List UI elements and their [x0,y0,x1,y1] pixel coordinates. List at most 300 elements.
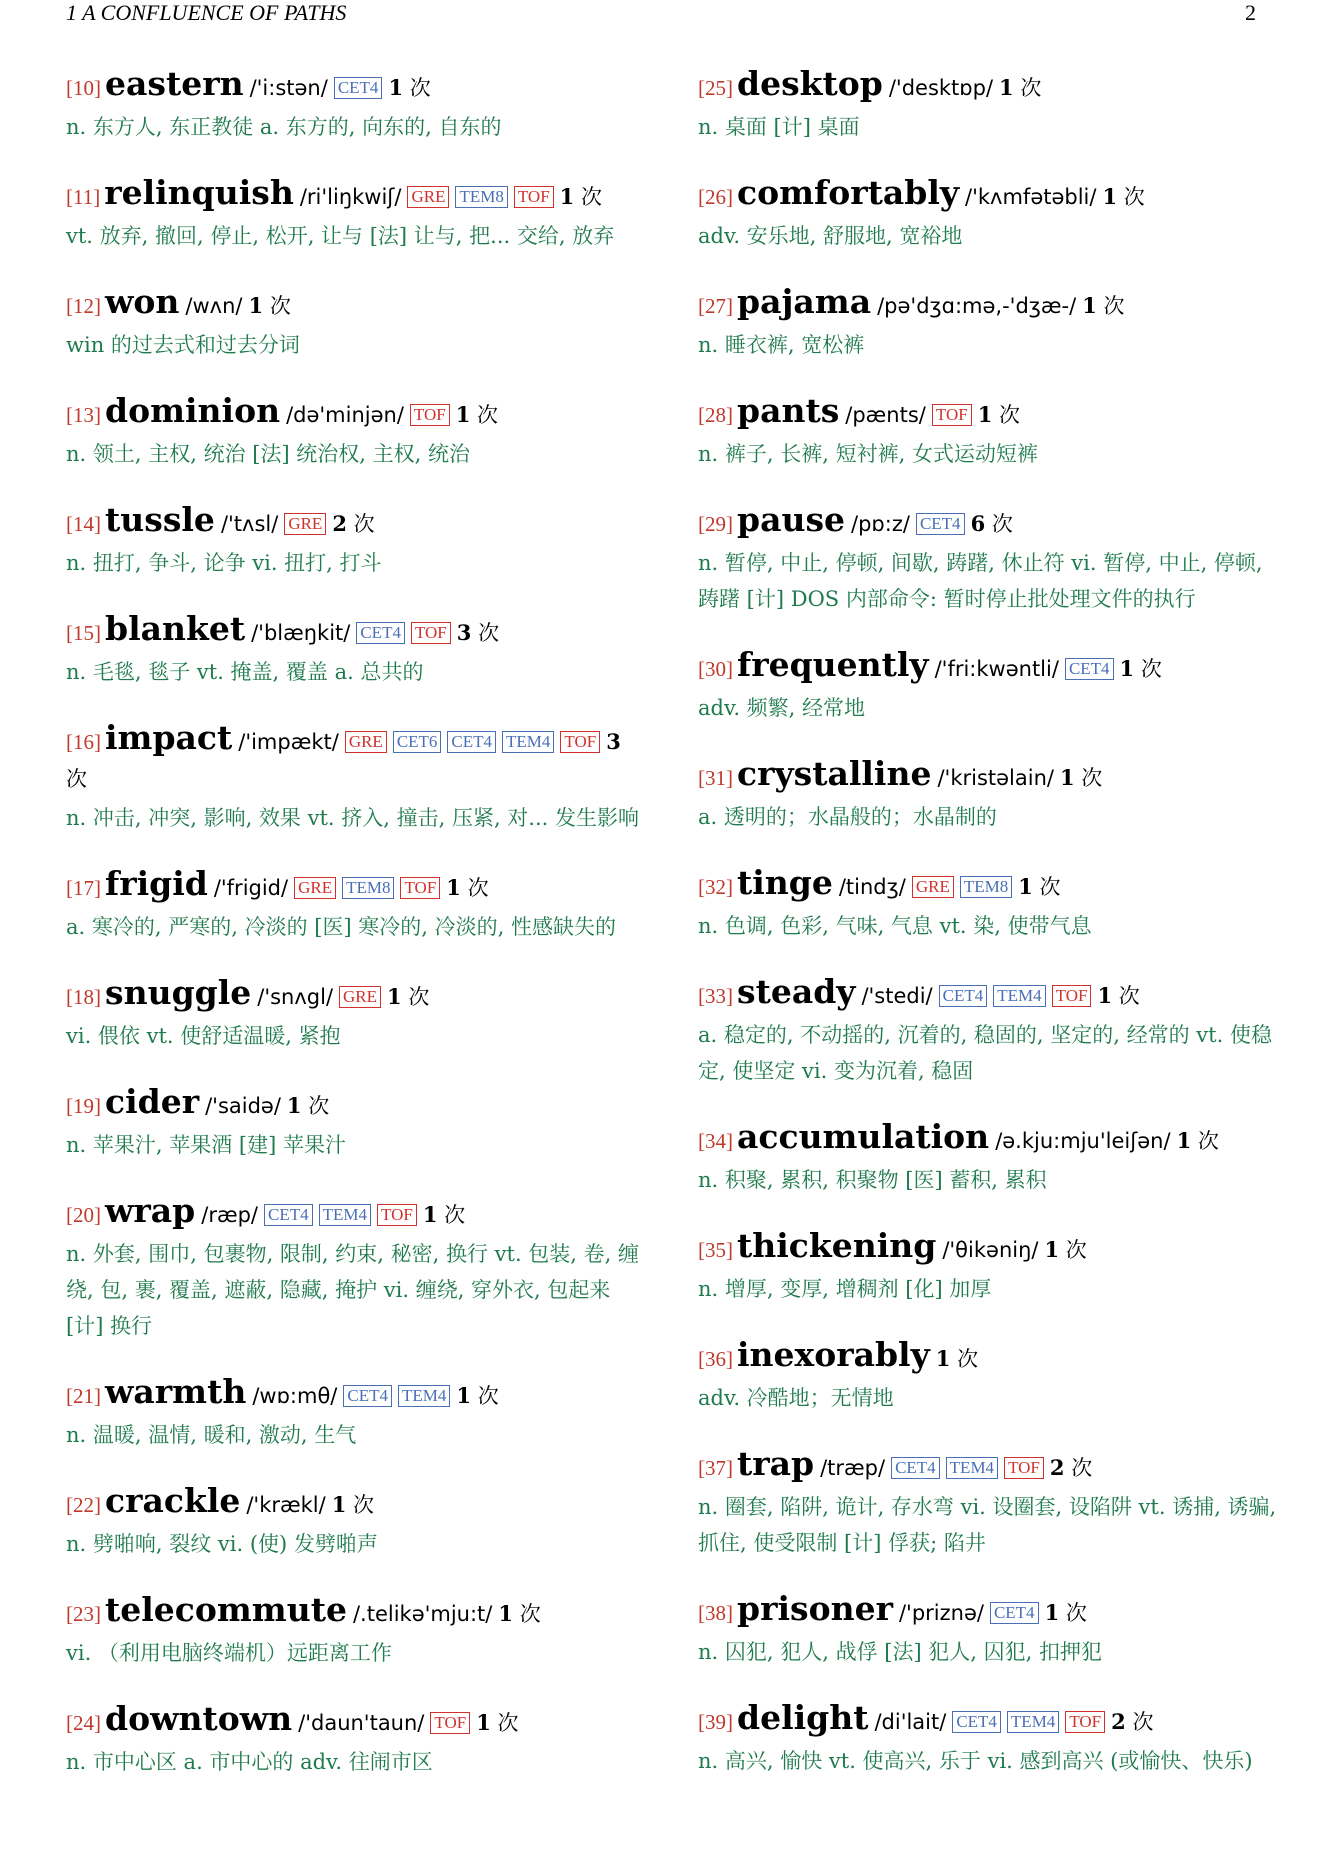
entry-definition: vt. 放弃, 撤回, 停止, 松开, 让与 [法] 让与, 把... 交给, 放弃 [66,224,615,248]
entry-index: [17] [66,876,101,900]
entry-index: [14] [66,512,101,536]
entry-headline [66,975,646,1016]
count-number: 2 [1111,1709,1126,1734]
count-unit: 次 [1081,766,1103,790]
exam-tag: TOF [400,877,440,899]
dictionary-entry [698,756,1278,835]
occurrence-count [999,76,1041,100]
entry-index: [25] [698,76,733,100]
entry-headline [66,1592,646,1633]
entry-index: [13] [66,403,101,427]
entry-word: pants [737,391,840,430]
occurrence-count [1018,875,1060,899]
entry-definition: n. 东方人, 东正教徒 a. 东方的, 向东的, 自东的 [66,115,502,139]
entry-pronunciation: /tindʒ/ [838,875,906,899]
count-unit: 次 [1065,1601,1087,1625]
occurrence-count [423,1203,465,1227]
entry-headline [698,756,1278,797]
entry-headline [698,1446,1278,1487]
entry-index: [28] [698,403,733,427]
exam-tag: CET4 [916,513,965,535]
entry-word: trap [737,1444,815,1483]
count-unit: 次 [999,403,1020,427]
entry-word: dominion [105,391,281,430]
entry-definition: n. 领土, 主权, 统治 [法] 统治权, 主权, 统治 [66,442,471,466]
entry-word: blanket [105,609,246,648]
entry-definition: n. 外套, 围巾, 包裹物, 限制, 约束, 秘密, 换行 vt. 包装, 卷, 缠绕, 包, 裹, 覆盖, 遮蔽, 隐藏, 掩护 vi. 缠绕, 穿外衣, 包起来 [计] 换行 [66,1242,640,1338]
entry-pronunciation: /'fri:kwəntli/ [934,657,1059,681]
exam-tag: TOF [1052,985,1092,1007]
entry-definition: n. 扭打, 争斗, 论争 vi. 扭打, 打斗 [66,551,382,575]
entry-index: [15] [66,621,101,645]
count-unit: 次 [957,1347,979,1371]
entry-index: [33] [698,984,733,1008]
entry-definition: adv. 冷酷地；无情地 [698,1386,894,1410]
exam-tag: GRE [294,877,336,899]
occurrence-count [1177,1129,1219,1153]
exam-tag: TEM4 [993,985,1045,1007]
entry-definition: n. 裤子, 长裤, 短衬裤, 女式运动短裤 [698,442,1038,466]
entry-word: delight [737,1698,869,1737]
count-unit: 次 [1103,294,1125,318]
exam-tag: TEM8 [455,186,507,208]
entry-pronunciation: /'daun'taun/ [298,1711,425,1735]
entry-word: downtown [105,1699,293,1738]
exam-tag: TOF [514,186,554,208]
occurrence-count [971,512,1013,536]
entry-pronunciation: /di'lait/ [874,1710,947,1734]
left-column [66,66,646,1810]
count-unit: 次 [1118,984,1140,1008]
exam-tag: GRE [284,513,326,535]
occurrence-count [1050,1456,1092,1480]
entry-headline [66,1084,646,1125]
entry-definition: a. 寒冷的, 严寒的, 冷淡的 [医] 寒冷的, 冷淡的, 性感缺失的 [66,915,617,939]
entry-index: [20] [66,1203,101,1227]
exam-tag: TOF [1004,1457,1044,1479]
count-unit: 次 [66,767,87,791]
entry-index: [12] [66,294,101,318]
entry-pronunciation: /'kʌmfətəbli/ [965,185,1097,209]
entry-headline [698,647,1278,688]
count-number: 1 [455,402,471,427]
entry-headline [66,393,646,434]
entry-definition: vi. 偎依 vt. 使舒适温暖, 紧抱 [66,1024,341,1048]
exam-tag: CET4 [334,77,383,99]
count-unit: 次 [477,1384,499,1408]
occurrence-count [1045,1601,1087,1625]
entry-index: [29] [698,512,733,536]
entry-word: comfortably [737,173,960,212]
count-number: 1 [1119,656,1135,681]
exam-tag: CET4 [1065,658,1114,680]
entry-headline [698,1119,1278,1160]
dictionary-entry [66,1592,646,1671]
count-number: 2 [1049,1455,1065,1480]
entry-pronunciation: /pænts/ [845,403,926,427]
entry-word: crackle [105,1481,241,1520]
entry-definition: n. 市中心区 a. 市中心的 adv. 往闹市区 [66,1750,433,1774]
entry-headline [698,66,1278,107]
entry-word: frequently [737,645,929,684]
occurrence-count [388,76,430,100]
exam-tag: TEM8 [960,876,1012,898]
exam-tag: CET4 [939,985,988,1007]
dictionary-entry [698,1446,1278,1561]
exam-tag: TOF [1065,1711,1105,1733]
exam-tag: CET4 [447,731,496,753]
count-unit: 次 [1039,875,1061,899]
entry-definition: n. 冲击, 冲突, 影响, 效果 vt. 挤入, 撞击, 压紧, 对... 发生影响 [66,806,640,830]
count-number: 1 [1059,765,1075,790]
entry-definition: n. 毛毯, 毯子 vt. 掩盖, 覆盖 a. 总共的 [66,660,424,684]
occurrence-count [560,185,602,209]
entry-word: pause [737,500,846,539]
exam-tag: CET4 [356,622,405,644]
entry-definition: n. 睡衣裤, 宽松裤 [698,333,865,357]
occurrence-count [332,1493,374,1517]
entry-pronunciation: /'frigid/ [213,876,289,900]
dictionary-entry [698,1228,1278,1307]
occurrence-count [936,1347,978,1371]
dictionary-entry [698,284,1278,363]
exam-tag: CET4 [891,1457,940,1479]
occurrence-count [1120,657,1162,681]
count-number: 1 [977,402,993,427]
entry-definition: n. 增厚, 变厚, 增稠剂 [化] 加厚 [698,1277,992,1301]
count-unit: 次 [353,1493,375,1517]
exam-tag: TEM8 [342,877,394,899]
exam-tag: TOF [430,1712,470,1734]
exam-tag: TEM4 [502,731,554,753]
count-number: 1 [456,1383,472,1408]
entry-pronunciation: /ri'liŋkwiʃ/ [299,185,402,209]
entry-definition: adv. 频繁, 经常地 [698,696,866,720]
entry-word: telecommute [105,1590,347,1629]
dictionary-entry [698,175,1278,254]
occurrence-count [446,876,488,900]
entry-word: tussle [105,500,215,539]
occurrence-count [332,512,374,536]
entry-word: inexorably [737,1335,930,1374]
entry-headline [66,866,646,907]
occurrence-count [287,1094,329,1118]
occurrence-count [456,1384,498,1408]
entry-word: pajama [737,282,872,321]
count-number: 1 [387,984,402,1009]
dictionary-entry [698,647,1278,726]
occurrence-count [1060,766,1102,790]
entry-pronunciation: /'krækl/ [246,1493,326,1517]
entry-pronunciation: /wɒ:mθ/ [252,1384,338,1408]
entry-definition: n. 积聚, 累积, 积聚物 [医] 蓄积, 累积 [698,1168,1047,1192]
entry-word: steady [737,972,856,1011]
count-number: 1 [446,875,461,900]
entry-word: accumulation [737,1117,990,1156]
entry-index: [19] [66,1094,101,1118]
entry-index: [24] [66,1711,101,1735]
count-number: 1 [999,75,1014,100]
entry-word: won [105,282,180,321]
entry-headline [698,1591,1278,1632]
dictionary-entry [66,1374,646,1453]
entry-definition: a. 透明的；水晶般的；水晶制的 [698,805,997,829]
count-unit: 次 [519,1602,541,1626]
dictionary-entry [66,1193,646,1344]
occurrence-count [978,403,1020,427]
count-unit: 次 [308,1094,330,1118]
entry-headline [698,865,1278,906]
entry-pronunciation: /'snʌgl/ [257,985,334,1009]
dictionary-entry [66,393,646,472]
entry-headline [66,720,646,798]
entry-definition: win 的过去式和过去分词 [66,333,300,357]
dictionary-entry [66,66,646,145]
entry-headline [66,175,646,216]
count-unit: 次 [269,294,291,318]
count-number: 1 [388,75,404,100]
dictionary-entry [698,1591,1278,1670]
count-number: 1 [1044,1237,1060,1262]
entry-definition: n. 温暖, 温情, 暖和, 激动, 生气 [66,1423,357,1447]
count-unit: 次 [1197,1129,1219,1153]
entry-definition: n. 色调, 色彩, 气味, 气息 vt. 染, 使带气息 [698,914,1092,938]
occurrence-count [498,1602,540,1626]
occurrence-count [249,294,291,318]
entry-headline [66,66,646,107]
count-number: 2 [332,511,347,536]
dictionary-entry [698,393,1278,472]
count-unit: 次 [1123,185,1145,209]
entry-headline [66,502,646,543]
entry-pronunciation: /træp/ [820,1456,886,1480]
entry-index: [31] [698,766,733,790]
entry-definition: n. 桌面 [计] 桌面 [698,115,860,139]
dictionary-entry [66,502,646,581]
dictionary-entry [66,1483,646,1562]
exam-tag: GRE [345,731,387,753]
count-number: 1 [286,1093,302,1118]
exam-tag: TOF [377,1204,417,1226]
dictionary-entry [698,502,1278,617]
entry-index: [23] [66,1602,101,1626]
entry-pronunciation: /'impækt/ [238,730,339,754]
entry-index: [30] [698,657,733,681]
count-unit: 次 [497,1711,519,1735]
dictionary-entry [698,66,1278,145]
entry-pronunciation: /pə'dʒɑ:mə,-'dʒæ-/ [877,294,1077,318]
entry-index: [16] [66,730,101,754]
count-unit: 次 [477,403,499,427]
count-unit: 次 [1071,1456,1093,1480]
exam-tag: CET4 [990,1602,1039,1624]
entry-headline [66,1483,646,1524]
count-number: 3 [606,729,621,754]
entry-pronunciation: /wʌn/ [185,294,243,318]
count-unit: 次 [1140,657,1162,681]
entry-headline [698,393,1278,434]
count-unit: 次 [408,985,430,1009]
count-number: 1 [935,1346,951,1371]
count-number: 1 [1082,293,1097,318]
occurrence-count [457,621,499,645]
entry-word: relinquish [104,173,294,212]
dictionary-entry [698,1337,1278,1416]
occurrence-count [1102,185,1144,209]
entry-pronunciation: /'stedi/ [861,984,933,1008]
entry-headline [698,502,1278,543]
entry-headline [66,1374,646,1415]
entry-index: [27] [698,294,733,318]
exam-tag: GRE [407,186,449,208]
exam-tag: TOF [560,731,600,753]
entry-pronunciation: /'i:stən/ [249,76,328,100]
entry-word: cider [105,1082,200,1121]
entry-pronunciation: /də'minjən/ [286,403,404,427]
entry-pronunciation: /ræp/ [201,1203,259,1227]
entry-headline [698,1337,1278,1378]
exam-tag: TEM4 [1007,1711,1059,1733]
count-unit: 次 [991,512,1013,536]
dictionary-entry [66,175,646,254]
occurrence-count [476,1711,518,1735]
entry-headline [66,1193,646,1234]
running-title: 1 A CONFLUENCE OF PATHS [66,0,347,25]
entry-definition: n. 圈套, 陷阱, 诡计, 存水弯 vi. 设圈套, 设陷阱 vt. 诱捕, 诱骗, 抓住, 使受限制 [计] 俘获; 陷井 [698,1495,1277,1555]
entry-index: [11] [66,185,101,209]
count-unit: 次 [1065,1238,1087,1262]
entry-definition: n. 苹果汁, 苹果酒 [建] 苹果汁 [66,1133,346,1157]
entry-index: [32] [698,875,733,899]
dictionary-entry [66,611,646,690]
entry-word: desktop [737,64,883,103]
entry-pronunciation: /'θikəniŋ/ [942,1238,1039,1262]
count-number: 1 [1044,1600,1060,1625]
entry-index: [21] [66,1384,101,1408]
right-column [698,66,1278,1809]
occurrence-count [1082,294,1124,318]
entry-definition: adv. 安乐地, 舒服地, 宽裕地 [698,224,963,248]
entry-headline [66,284,646,325]
entry-index: [35] [698,1238,733,1262]
entry-pronunciation: /.telikə'mju:t/ [352,1602,493,1626]
page-number: 2 [1245,0,1256,25]
entry-headline [698,1700,1278,1741]
entry-word: prisoner [737,1589,893,1628]
entry-index: [18] [66,985,101,1009]
count-unit: 次 [353,512,375,536]
dictionary-entry [698,865,1278,944]
page-header [66,0,1256,28]
count-unit: 次 [409,76,431,100]
entry-pronunciation: /'saidə/ [205,1094,281,1118]
dictionary-entry [698,1119,1278,1198]
entry-word: impact [105,718,233,757]
count-unit: 次 [1020,76,1042,100]
entry-headline [66,611,646,652]
dictionary-entry [66,975,646,1054]
dictionary-entry [66,1701,646,1780]
entry-headline [698,175,1278,216]
entry-word: crystalline [737,754,932,793]
exam-tag: TEM4 [398,1385,450,1407]
entry-pronunciation: /'desktɒp/ [888,76,994,100]
entry-headline [698,284,1278,325]
count-unit: 次 [1132,1710,1154,1734]
exam-tag: CET4 [952,1711,1001,1733]
occurrence-count [1044,1238,1086,1262]
entry-index: [26] [698,185,733,209]
occurrence-count [1097,984,1139,1008]
exam-tag: GRE [912,876,954,898]
count-number: 1 [422,1202,438,1227]
entry-headline [66,1701,646,1742]
entry-pronunciation: /'kristəlain/ [937,766,1054,790]
entry-word: eastern [105,64,244,103]
exam-tag: CET4 [264,1204,313,1226]
entry-index: [10] [66,76,101,100]
count-unit: 次 [580,185,602,209]
count-number: 1 [1097,983,1113,1008]
occurrence-count [456,403,498,427]
entry-index: [36] [698,1347,733,1371]
entry-word: frigid [105,864,208,903]
dictionary-entry [66,866,646,945]
count-unit: 次 [444,1203,466,1227]
occurrence-count [1111,1710,1153,1734]
entry-pronunciation: /pɒ:z/ [851,512,910,536]
entry-word: thickening [737,1226,937,1265]
entry-word: warmth [105,1372,247,1411]
exam-tag: TOF [932,404,972,426]
entry-definition: n. 劈啪响, 裂纹 vi. (使) 发劈啪声 [66,1532,378,1556]
entry-pronunciation: /'blæŋkit/ [251,621,351,645]
entry-word: wrap [105,1191,196,1230]
entry-definition: n. 高兴, 愉快 vt. 使高兴, 乐于 vi. 感到高兴 (或愉快、快乐) [698,1749,1253,1773]
entry-headline [698,1228,1278,1269]
count-number: 1 [1102,184,1118,209]
dictionary-entry [698,974,1278,1089]
count-number: 1 [498,1601,513,1626]
exam-tag: TEM4 [946,1457,998,1479]
entry-definition: vi. （利用电脑终端机）远距离工作 [66,1641,392,1665]
entry-word: snuggle [105,973,252,1012]
exam-tag: CET4 [343,1385,392,1407]
count-number: 3 [456,620,472,645]
dictionary-entry [698,1700,1278,1779]
dictionary-entry [66,284,646,363]
occurrence-count [387,985,429,1009]
entry-index: [39] [698,1710,733,1734]
entry-pronunciation: /'priznə/ [898,1601,984,1625]
entry-definition: a. 稳定的, 不动摇的, 沉着的, 稳固的, 坚定的, 经常的 vt. 使稳定, 使坚定 vi. 变为沉着, 稳固 [698,1023,1272,1083]
entry-index: [22] [66,1493,101,1517]
dictionary-entry [66,720,646,836]
entry-index: [34] [698,1129,733,1153]
count-unit: 次 [478,621,500,645]
count-number: 1 [559,184,575,209]
count-number: 1 [1018,874,1033,899]
entry-index: [37] [698,1456,733,1480]
count-number: 1 [248,293,264,318]
dictionary-entry [66,1084,646,1163]
exam-tag: TOF [411,622,451,644]
exam-tag: GRE [339,986,381,1008]
entry-pronunciation: /'tʌsl/ [220,512,279,536]
exam-tag: TOF [410,404,450,426]
entry-word: tinge [737,863,833,902]
entry-definition: n. 囚犯, 犯人, 战俘 [法] 犯人, 囚犯, 扣押犯 [698,1640,1103,1664]
